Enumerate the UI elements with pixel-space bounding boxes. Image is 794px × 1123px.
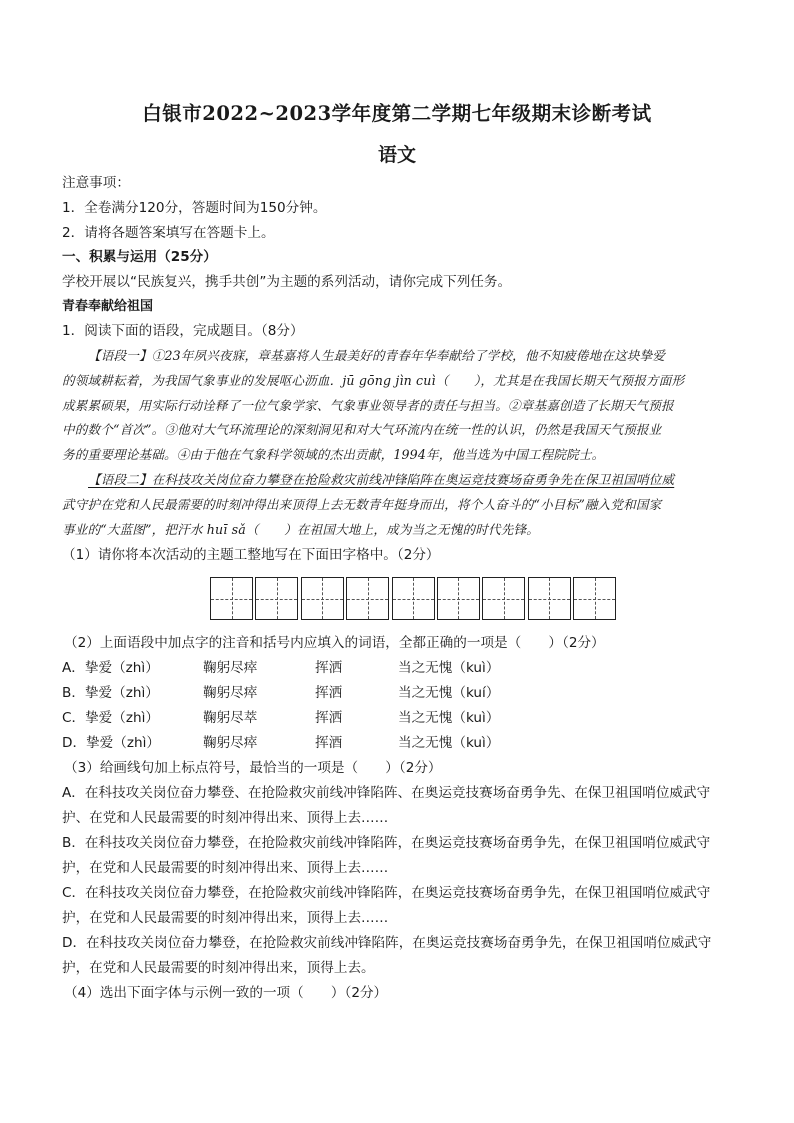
- option-b-phrase: 当之无愧（kuí）: [398, 685, 500, 701]
- option-c-cont: 护，在党和人民最需要的时刻冲得出来，顶得上去……: [62, 910, 389, 926]
- option-d-cont: 护，在党和人民最需要的时刻冲得出来，顶得上去。: [62, 960, 375, 976]
- option-a-cont: 护、在党和人民最需要的时刻冲得出来、顶得上去……: [62, 810, 389, 826]
- option-c[interactable]: C．在科技攻关岗位奋力攀登，在抢险救灾前线冲锋陷阵，在奥运竞技赛场奋勇争先，在保卫祖国哨位威武守: [62, 885, 711, 901]
- notice-item: 2．请将各题答案填写在答题卡上。: [62, 225, 275, 241]
- passage-line: 【语段一】①23年夙兴夜寐，章基嘉将人生最美好的青春年华奉献给了学校，他不知疲倦地在这块挚爱: [88, 348, 666, 363]
- passage-line-underlined: 【语段二】在科技攻关岗位奋力攀登在抢险救灾前线冲锋陷阵在奥运竞技赛场奋勇争先在保卫祖国哨位威: [88, 472, 675, 487]
- option-a[interactable]: A．在科技攻关岗位奋力攀登、在抢险救灾前线冲锋陷阵、在奥运竞技赛场奋勇争先、在保卫祖国哨位威武守: [62, 785, 711, 801]
- question-stem: 1．阅读下面的语段，完成题目。（8分）: [62, 323, 304, 339]
- option-d-phrase: 当之无愧（kuì）: [398, 735, 500, 751]
- passage-line: 务的重要理论基础。④由于他在气象科学领域的杰出贡献，1994年，他当选为中国工程院院士。: [62, 447, 605, 462]
- option-b-idiom: 鞠躬尽瘁: [203, 685, 258, 701]
- section-intro: 学校开展以“民族复兴，携手共创”为主题的系列活动，请你完成下列任务。: [62, 274, 512, 290]
- question-stem: （1）请你将本次活动的主题工整地写在下面田字格中。（2分）: [62, 547, 440, 563]
- option-b[interactable]: B．在科技攻关岗位奋力攀登，在抢险救灾前线冲锋陷阵，在奥运竞技赛场奋勇争先，在保卫祖国哨位威武守: [62, 835, 711, 851]
- passage-line-underlined: 武守护在党和人民最需要的时刻冲得出来顶得上去无数青年挺身而出，将个人奋斗的“小目标”融入党和国家: [62, 497, 662, 512]
- option-b-cont: 护，在党和人民最需要的时刻冲得出来、顶得上去……: [62, 860, 389, 876]
- tianzige-cell[interactable]: [301, 577, 344, 620]
- passage-line: 的领域耕耘着，为我国气象事业的发展呕心沥血．jū gōng jìn cuì（ ），尤其是在我国长期天气预报方面形: [62, 373, 685, 388]
- question-stem: （2）上面语段中加点字的注音和括号内应填入的词语，全都正确的一项是（ ）（2分）: [64, 635, 605, 651]
- tianzige-cell[interactable]: [528, 577, 571, 620]
- option-a-word[interactable]: A．挚爱（zhì）: [62, 660, 159, 676]
- option-c-idiom: 鞠躬尽萃: [203, 710, 258, 726]
- option-a-verb: 挥洒: [315, 660, 343, 676]
- notice-item: 1．全卷满分120分，答题时间为150分钟。: [62, 200, 327, 216]
- exam-title: 白银市2022~2023学年度第二学期七年级期末诊断考试: [142, 102, 652, 125]
- section-heading: 一、积累与运用（25分）: [62, 249, 217, 265]
- notice-heading: 注意事项：: [62, 175, 130, 191]
- tianzige-cell[interactable]: [573, 577, 616, 620]
- option-d[interactable]: D．在科技攻关岗位奋力攀登，在抢险救灾前线冲锋陷阵，在奥运竞技赛场奋勇争先，在保卫祖国哨位威武守: [62, 935, 712, 951]
- option-c-phrase: 当之无愧（kuì）: [398, 710, 500, 726]
- question-stem: （3）给画线句加上标点符号，最恰当的一项是（ ）（2分）: [64, 760, 442, 776]
- passage-line: 事业的“大蓝图”，把汗水 huī sǎ（ ）在祖国大地上，成为当之无愧的时代先锋。: [62, 522, 539, 537]
- option-b-verb: 挥洒: [315, 685, 343, 701]
- option-c-verb: 挥洒: [315, 710, 343, 726]
- option-d-verb: 挥酒: [315, 735, 343, 751]
- tianzige-grid[interactable]: [210, 577, 619, 620]
- subject-title: 语文: [377, 144, 416, 166]
- option-c-word[interactable]: C．挚爱（zhì）: [62, 710, 159, 726]
- option-a-phrase: 当之无愧（kuì）: [398, 660, 500, 676]
- tianzige-cell[interactable]: [255, 577, 298, 620]
- option-a-idiom: 鞠躬尽瘁: [203, 660, 258, 676]
- passage-line: 成累累硕果，用实际行动诠释了一位气象学家、气象事业领导者的责任与担当。②章基嘉创造了长期天气预报: [62, 398, 674, 413]
- task-title: 青春奉献给祖国: [62, 299, 154, 314]
- tianzige-cell[interactable]: [437, 577, 480, 620]
- option-b-word[interactable]: B．挚爱（zhì）: [62, 685, 159, 701]
- option-d-idiom: 鞠躬尽瘁: [203, 735, 258, 751]
- passage-line: 中的数个“首次”。③他对大气环流理论的深刻洞见和对大气环流内在统一性的认识，仍然是我国天气预报业: [62, 422, 662, 437]
- tianzige-cell[interactable]: [346, 577, 389, 620]
- tianzige-cell[interactable]: [482, 577, 525, 620]
- option-d-word[interactable]: D．挚爱（zhì）: [62, 735, 160, 751]
- tianzige-cell[interactable]: [210, 577, 253, 620]
- tianzige-cell[interactable]: [392, 577, 435, 620]
- question-stem: （4）选出下面字体与示例一致的一项（ ）（2分）: [64, 985, 388, 1001]
